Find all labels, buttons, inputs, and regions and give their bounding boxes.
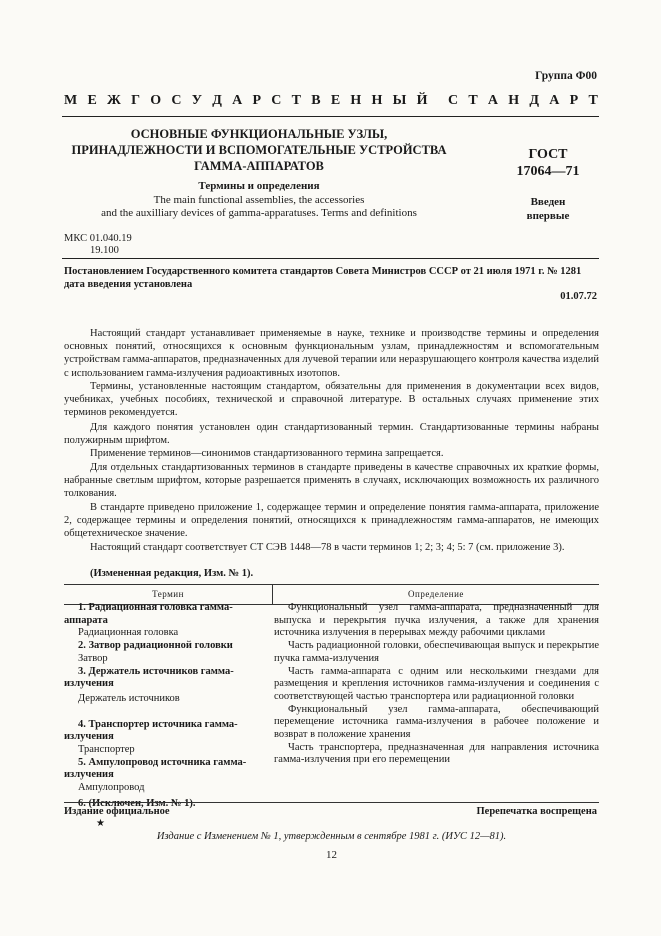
standard-letter: А [232,93,243,108]
standard-letter: Т [291,93,301,108]
standard-letter: Н [508,93,520,108]
term-short: Транспортер [78,744,135,756]
definition: Часть гамма-аппарата с одним или несколькими гнездами для размещения и крепления источников гамма-излучения и соединения с соответствующей частью транспортера или радиационной головки [274,665,599,702]
title-line: ГАММА-АППАРАТОВ [194,159,324,173]
paragraph: Термины, установленные настоящим стандартом, обязательны для применения в документации всех видов, учебниках, учебных пособиях, технической и справочной литературе. В остальных случаях применение этих терминов рекомендуется. [64,381,599,419]
definitions-column [274,602,599,767]
standard-letter: Д [212,93,222,108]
header-rule [62,116,599,117]
standard-letter: Ы [392,93,407,108]
definition: Часть транспортера, предназначенная для направления источника гамма-излучения при его перемещении [274,741,599,766]
paragraph: В стандарте приведено приложение 1, содержащее термин и определение понятия гамма-аппарата, приложение 2, содержащее термины и определения понятий, относящихся к принадлежностям гамма-аппаратов, не имеющих общетехническое значение. [64,502,599,540]
standard-letter: М [64,93,78,108]
term-short: Ампулопровод [78,782,145,794]
gost-label: ГОСТ [528,147,568,162]
standard-letter: Р [252,93,262,108]
english-title-line: and the auxilliary devices of gamma-apparatuses. Terms and definitions [101,207,417,219]
term-excluded: 6. (Исключен, Изм. № 1). [78,797,196,809]
edition-note: Издание с Изменением № 1, утвержденным в сентябре 1981 г. (ИУС 12—81). [156,831,507,842]
paragraph: Для отдельных стандартизованных терминов в стандарте приведены в качестве справочных их краткие формы, набранные светлым шрифтом, которые разрешается применять в случаях, исключающих возможность их различного толкования. [64,462,599,500]
mks-codes [64,233,132,257]
term-short: Радиационная головка [78,627,179,639]
standard-letter: Е [330,93,341,108]
standard-letter: Е [87,93,97,108]
paragraph: Для каждого понятия установлен один стандартизованный термин. Стандартизованные термины набраны полужирным шрифтом. [64,422,599,447]
reprint-prohibited: Перепечатка воспрещена [476,806,597,817]
paragraph: Применение терминов—синонимов стандартизованного термина запрещается. [90,448,444,459]
standard-letter: Н [371,93,383,108]
standard-letter: Т [588,93,598,108]
standard-letter: Ж [107,93,121,108]
section-rule [62,258,599,259]
definition: Функциональный узел гамма-аппарата, предназначенный для выпуска и перекрытия пучка излучения, а также для хранения источника излучения в перерывах между рабочими циклами [274,602,599,639]
column-header-definition: Определение [273,585,600,605]
paragraph: Настоящий стандарт соответствует СТ СЭВ 1448—78 в части терминов 1; 2; 3; 4; 5: 7 (см. приложение 3). [90,542,565,553]
group-code: Группа Ф00 [535,70,597,82]
term: 5. Ампулопровод источника гамма-излучения [64,756,247,781]
term-short: Затвор [78,652,108,664]
definition: Функциональный узел гамма-аппарата, обеспечивающий перемещение источника гамма-излучения в рабочее положение и возврат в положение хранения [274,703,599,741]
page-number: 12 [326,849,337,861]
standard-letter: Й [416,93,428,108]
standard-letter: С [271,93,282,108]
amendment-note: (Измененная редакция, Изм. № 1). [90,568,254,579]
standard-letter: Г [131,93,141,108]
column-header-term: Термин [64,585,273,605]
definition: Часть радиационной головки, обеспечивающая выпуск и перекрытие пучка гамма-излучения [274,640,599,664]
footer-rule [64,802,599,803]
standard-header [64,93,598,109]
standard-letter: Т [468,93,478,108]
standard-letter: О [150,93,162,108]
introduced-line: Введен [530,196,566,208]
standard-letter: Р [569,93,579,108]
standard-letter: С [447,93,459,108]
effective-date: 01.07.72 [560,291,597,302]
standard-letter: Д [529,93,540,108]
standard-letter: А [549,93,560,108]
standard-letter: В [311,93,321,108]
standard-letter: А [487,93,499,108]
standard-letter: У [191,93,203,108]
standard-letter: Н [350,93,362,108]
paragraph: Настоящий стандарт устанавливает применяемые в науке, технике и производстве термины и определения основных понятий, относящихся к основным функциональным узлам, принадлежностям и вспомогательным устройствам гамма-аппаратов, предназначенных для лучевой терапии или неразрушающего контроля качества изделий с использованием гамма-излучения радиоактивных изотопов. [64,328,599,379]
introduced-note [498,195,598,223]
english-title-line: The main functional assemblies, the accessories [153,194,365,206]
english-title [64,194,454,220]
subtitle: Термины и определения [198,180,320,192]
gost-number [498,146,598,180]
resolution-text: Постановлением Государственного комитета стандартов Совета Министров СССР от 21 июля 1971 г. № 1281 дата введения установлена [64,266,582,290]
official-edition: Издание официальное [64,806,170,817]
mks-line: 19.100 [90,245,119,256]
gost-code: 17064—71 [516,164,580,179]
term: 1. Радиационная головка гамма-аппарата [64,602,233,626]
star-icon: ★ [96,818,105,829]
mks-line: МКС 01.040.19 [64,233,132,244]
introduced-line: впервые [526,210,570,222]
standard-letter: С [171,93,182,108]
document-title [64,126,454,174]
term: 2. Затвор радиационной головки [78,640,233,652]
term: 4. Транспортер источника гамма-излучения [64,718,238,743]
title-line: ОСНОВНЫЕ ФУНКЦИОНАЛЬНЫЕ УЗЛЫ, [130,127,388,141]
term: 3. Держатель источников гамма-излучения [64,665,234,690]
terms-column [64,602,270,811]
title-line: ПРИНАДЛЕЖНОСТИ И ВСПОМОГАТЕЛЬНЫЕ УСТРОЙСТВА [71,143,447,157]
term-short: Держатель источников [78,692,180,704]
